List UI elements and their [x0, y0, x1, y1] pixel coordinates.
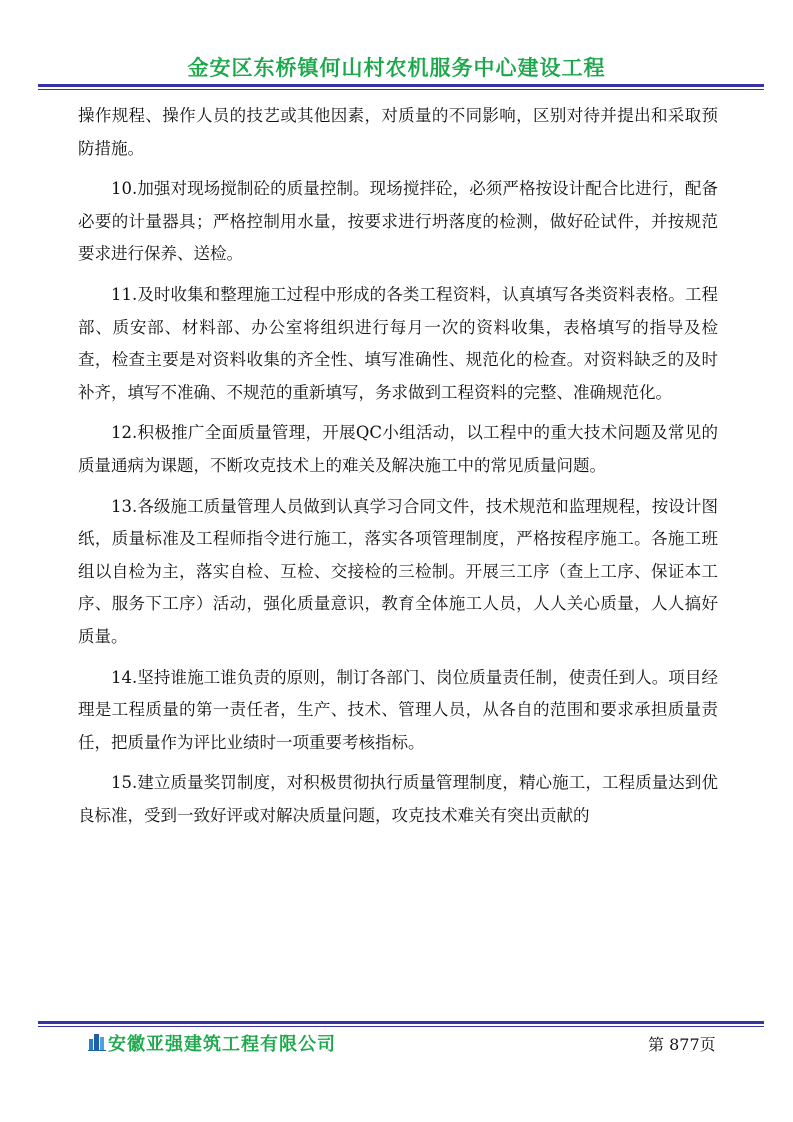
footer-company-name: 安徽亚强建筑工程有限公司 [108, 1034, 336, 1055]
paragraph-continuation: 操作规程、操作人员的技艺或其他因素，对质量的不同影响，区别对待并提出和采取预防措施。 [78, 106, 718, 158]
document-body [78, 100, 718, 832]
paragraph-item-11: 11.及时收集和整理施工过程中形成的各类工程资料，认真填写各类资料表格。工程部、质安部、材料部、办公室将组织进行每月一次的资料收集，表格填写的指导及检查，检查主要是对资料收集的齐全性、填写准确性、规范化的检查。对资料缺乏的及时补齐，填写不准确、不规范的重新填写，务求做到工程资料的完整、准确规范化。 [78, 284, 718, 402]
footer-rule-thick [38, 1021, 764, 1024]
paragraph-item-13: 13.各级施工质量管理人员做到认真学习合同文件，技术规范和监理规程，按设计图纸，质量标准及工程师指令进行施工，落实各项管理制度，严格按程序施工。各施工班组以自检为主，落实自检、互检、交接检的三检制。开展三工序（查上工序、保证本工序、服务下工序）活动，强化质量意识，教育全体施工人员，人人关心质量，人人搞好质量。 [78, 496, 718, 646]
paragraph-item-12: 12.积极推广全面质量管理，开展QC小组活动，以工程中的重大技术问题及常见的质量通病为课题，不断攻克技术上的难关及解决施工中的常见质量问题。 [78, 423, 718, 475]
header-rule-thick [38, 84, 764, 87]
paragraph-item-14: 14.坚持谁施工谁负责的原则，制订各部门、岗位质量责任制，使责任到人。项目经理是工程质量的第一责任者，生产、技术、管理人员，从各自的范围和要求承担质量责任，把质量作为评比业绩时一项重要考核指标。 [78, 667, 718, 752]
page-header-title: 金安区东桥镇何山村农机服务中心建设工程 [187, 56, 606, 80]
footer-rule-thin [38, 1026, 764, 1027]
footer-page-number: 第 877页 [648, 1035, 716, 1054]
header-rule-thin [38, 89, 764, 90]
paragraph-item-15: 15.建立质量奖罚制度，对积极贯彻执行质量管理制度，精心施工，工程质量达到优良标准，受到一致好评或对解决质量问题，攻克技术难关有突出贡献的 [78, 773, 718, 825]
building-logo-icon [88, 1031, 106, 1051]
paragraph-item-10: 10.加强对现场搅制砼的质量控制。现场搅拌砼，必须严格按设计配合比进行，配备必要的计量器具；严格控制用水量，按要求进行坍落度的检测，做好砼试件，并按规范要求进行保养、送检。 [78, 179, 718, 264]
